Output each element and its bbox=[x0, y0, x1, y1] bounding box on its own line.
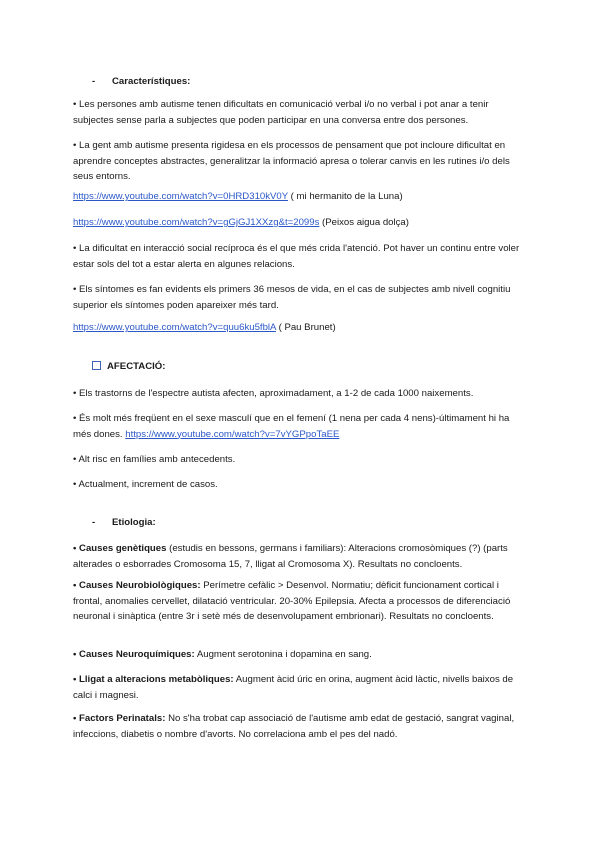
video-note-2: (Peixos aigua dolça) bbox=[319, 217, 409, 228]
paragraph-family-risk: • Alt risc en famílies amb antecedents. bbox=[73, 454, 236, 465]
paragraph-neurobiological-causes bbox=[73, 578, 528, 625]
perinatal-text: No s'ha trobat cap associació de l'autisme amb edat de gestació, sangrat vaginal, infeccions, diabetis o nombre d'avorts. No correlaciona amb el pes del nadó. bbox=[73, 713, 515, 740]
video-link-3[interactable]: https://www.youtube.com/watch?v=quu6ku5fblA bbox=[73, 322, 276, 333]
affectation-heading bbox=[92, 360, 165, 374]
checkbox-icon bbox=[92, 361, 101, 370]
video-note-3: ( Pau Brunet) bbox=[275, 322, 336, 333]
video-link-4[interactable]: https://www.youtube.com/watch?v=7vYGPpoTaEE bbox=[125, 428, 340, 440]
neurobiological-causes-label: • Causes Neurobiològiques: bbox=[73, 580, 201, 591]
genetic-causes-label: • Causes genètiques bbox=[73, 543, 167, 554]
heading-dash: - bbox=[92, 517, 96, 528]
affectation-heading-text: AFECTACIÓ: bbox=[107, 361, 166, 372]
perinatal-label: • Factors Perinatals: bbox=[73, 713, 166, 724]
neurochemical-causes-text: Augment serotonina i dopamina en sang. bbox=[194, 649, 372, 660]
metabolic-label: • Lligat a alteracions metabòliques: bbox=[73, 674, 234, 685]
paragraph-genetic-causes bbox=[73, 541, 528, 572]
heading-text: Característiques: bbox=[112, 76, 191, 87]
video-link-line-1 bbox=[73, 189, 528, 205]
video-note-1: ( mi hermanito de la Luna) bbox=[288, 191, 403, 202]
video-link-line-3 bbox=[73, 320, 528, 336]
paragraph-social-interaction: • La dificultat en interacció social recíproca és el que més crida l'atenció. Pot haver un continu entre voler estar sols del tot a estar alerta en algunes relacions. bbox=[73, 243, 520, 270]
neurobiological-causes-text: Perímetre cefàlic > Desenvol. Normatiu; dèficit funcionament cortical i frontal, anomalies cervellet, dilatació ventricular. 20-30% Epilepsia. Afecta a processos de diferenciació neuronal i sinàptica (entre 3r i setè més de desenvolupament embrionari). Resultats no concloents. bbox=[73, 580, 511, 622]
video-link-2[interactable]: https://www.youtube.com/watch?v=gGjGJ1XXzg&t=2099s bbox=[73, 217, 320, 228]
etiology-heading-text: Etiologia: bbox=[112, 517, 156, 528]
paragraph-communication: • Les persones amb autisme tenen dificultats en comunicació verbal i/o no verbal i pot anar a tenir subjectes sense parla a subjectes que poden participar en una conversa entre dos persones. bbox=[73, 99, 489, 126]
paragraph-sex-ratio bbox=[73, 411, 528, 442]
characteristics-heading bbox=[92, 75, 190, 89]
sex-ratio-text: • És molt més freqüent en el sexe masculí que en el femení (1 nena per cada 4 nens)-últimament hi ha més dones. bbox=[73, 413, 510, 440]
neurochemical-causes-label: • Causes Neuroquímiques: bbox=[73, 649, 195, 660]
paragraph-neurochemical-causes bbox=[73, 647, 528, 663]
video-link-1[interactable]: https://www.youtube.com/watch?v=0HRD310kV0Y bbox=[73, 191, 288, 202]
paragraph-metabolic bbox=[73, 672, 528, 703]
paragraph-symptoms: • Els síntomes es fan evidents els primers 36 mesos de vida, en el cas de subjectes amb nivell cognitiu superior els síntomes poden apareixer més tard. bbox=[73, 284, 511, 311]
paragraph-rigidity: • La gent amb autisme presenta rigidesa en els processos de pensament que pot incloure dificultat en aprendre conceptes abstractes, generalitzar la informació apresa o tolerar canvis en les rutines i/o dels seus entorns. bbox=[73, 140, 510, 182]
etiology-heading bbox=[92, 516, 156, 530]
video-link-line-2 bbox=[73, 215, 528, 231]
genetic-causes-text: (estudis en bessons, germans i familiars): Alteracions cromosòmiques (?) (parts alterades o esborrades Cromosoma 15, 7, lligat al Cromosoma X). Resultats no concloents. bbox=[73, 543, 508, 570]
heading-dash: - bbox=[92, 76, 96, 87]
paragraph-increase: • Actualment, increment de casos. bbox=[73, 479, 218, 490]
metabolic-text: Augment àcid úric en orina, augment àcid làctic, nivells baixos de calci i magnesi. bbox=[73, 674, 514, 701]
paragraph-perinatal bbox=[73, 711, 528, 742]
paragraph-prevalence: • Els trastorns de l'espectre autista afecten, aproximadament, a 1-2 de cada 1000 naixements. bbox=[73, 388, 474, 399]
